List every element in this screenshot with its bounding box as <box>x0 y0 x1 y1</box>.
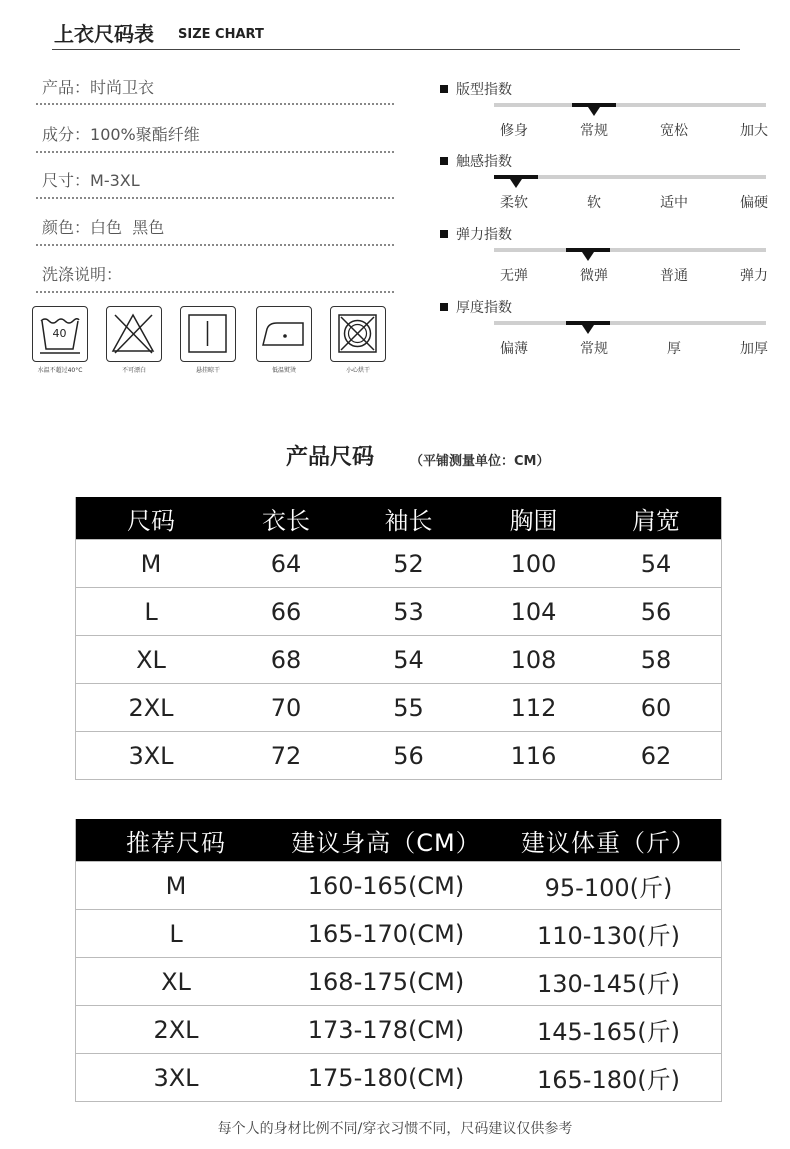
info-size <box>42 168 394 191</box>
index-option: 加大 <box>740 123 768 139</box>
table-cell: 116 <box>510 741 557 770</box>
header-cell: 建议体重（斤） <box>521 828 696 857</box>
wash-item <box>32 306 88 374</box>
table-row <box>76 861 721 909</box>
header-cell: 袖长 <box>384 506 433 535</box>
table-cell: 70 <box>270 693 302 722</box>
table-cell: 62 <box>640 741 672 770</box>
table-cell: 165-170(CM) <box>307 919 465 948</box>
dotted-divider <box>36 151 394 153</box>
index-option: 无弹 <box>500 268 528 284</box>
table-cell: 54 <box>640 549 672 578</box>
index-touch-title <box>440 151 512 171</box>
info-material <box>42 122 394 145</box>
square-bullet-icon <box>440 230 448 238</box>
wash-caption: 小心烘干 <box>345 367 370 374</box>
index-thickness-options <box>474 338 790 358</box>
table-cell: 56 <box>640 597 672 626</box>
table-cell: 108 <box>510 645 557 674</box>
info-value: 100%聚酯纤维 <box>90 125 200 144</box>
wash-item <box>106 306 162 374</box>
index-marker <box>566 321 610 325</box>
info-wash <box>42 262 394 285</box>
info-value: 时尚卫衣 <box>90 78 155 97</box>
index-option: 普通 <box>660 268 688 284</box>
index-option: 宽松 <box>660 123 688 139</box>
index-title-text: 触感指数 <box>456 154 512 170</box>
index-marker <box>494 175 538 179</box>
hand-wash-icon <box>330 306 386 362</box>
table-cell: 145-165(斤) <box>536 1018 680 1046</box>
index-option: 常规 <box>580 123 608 139</box>
dotted-divider <box>36 291 394 293</box>
size-table-header <box>76 497 721 539</box>
table-row <box>76 731 721 779</box>
index-option: 加厚 <box>740 341 768 357</box>
header-cell: 建议身高（CM） <box>291 828 481 857</box>
table-cell: 52 <box>393 549 424 578</box>
index-option: 柔软 <box>500 195 528 211</box>
table-cell: 160-165(CM) <box>307 871 465 900</box>
index-title-text: 厚度指数 <box>456 300 512 316</box>
table-row <box>76 909 721 957</box>
table-cell: 100 <box>510 549 557 578</box>
index-touch-bar <box>494 175 766 179</box>
table-cell: 56 <box>393 741 424 770</box>
table-row <box>76 539 721 587</box>
info-label: 尺寸： <box>42 171 91 190</box>
page-title: 上衣尺码表 <box>54 22 154 46</box>
index-option: 厚 <box>667 341 681 357</box>
header-cell: 衣长 <box>262 506 310 535</box>
wash-item <box>330 306 386 374</box>
table-cell: 3XL <box>128 741 174 770</box>
footnote: 每个人的身材比例不同/穿衣习惯不同，尺码建议仅供参考 <box>217 1121 573 1137</box>
wash-caption: 悬挂晾干 <box>195 367 220 374</box>
table-cell: 3XL <box>153 1063 199 1092</box>
no-bleach-icon <box>106 306 162 362</box>
square-bullet-icon <box>440 303 448 311</box>
header-cell: 胸围 <box>509 506 558 535</box>
info-label: 产品： <box>42 78 91 97</box>
index-stretch-bar <box>494 248 766 252</box>
index-stretch-title <box>440 224 512 244</box>
info-label: 颜色： <box>42 218 91 237</box>
table-row <box>76 635 721 683</box>
wash-caption: 低温熨烫 <box>271 367 296 374</box>
size-table <box>75 497 722 780</box>
index-option: 常规 <box>580 341 608 357</box>
square-bullet-icon <box>440 157 448 165</box>
dotted-divider <box>36 244 394 246</box>
size-section-title: 产品尺码 <box>286 445 375 470</box>
table-cell: 175-180(CM) <box>307 1063 465 1092</box>
table-cell: 130-145(斤) <box>536 970 680 998</box>
table-cell: 68 <box>270 645 302 674</box>
recommend-table <box>75 819 722 1102</box>
low-iron-icon <box>256 306 312 362</box>
info-label: 成分： <box>42 125 91 144</box>
table-cell: M <box>140 549 162 578</box>
table-cell: 72 <box>270 741 302 770</box>
table-cell: 104 <box>510 597 557 626</box>
index-option: 软 <box>587 195 601 211</box>
index-title-text: 弹力指数 <box>456 227 512 243</box>
wash-item <box>180 306 236 374</box>
info-color <box>42 215 394 238</box>
table-cell: 95-100(斤) <box>544 874 673 902</box>
wash-temp: 40 <box>52 327 67 340</box>
size-section-note: （平铺测量单位：CM） <box>410 454 550 469</box>
table-cell: 2XL <box>128 693 174 722</box>
index-option: 修身 <box>500 123 528 139</box>
index-title-text: 版型指数 <box>456 82 512 98</box>
table-cell: 168-175(CM) <box>307 967 465 996</box>
index-fit-title <box>440 79 512 99</box>
table-cell: 2XL <box>153 1015 199 1044</box>
index-option: 偏硬 <box>740 195 768 211</box>
table-cell: M <box>165 871 187 900</box>
header-cell: 推荐尺码 <box>126 828 226 857</box>
index-option: 偏薄 <box>500 341 528 357</box>
table-cell: 66 <box>270 597 302 626</box>
wash-item <box>256 306 312 374</box>
info-label: 洗涤说明： <box>42 265 123 284</box>
square-bullet-icon <box>440 85 448 93</box>
table-row <box>76 683 721 731</box>
table-cell: XL <box>136 645 166 674</box>
table-cell: L <box>144 597 158 626</box>
wash-caption: 不可漂白 <box>121 367 146 374</box>
table-cell: XL <box>161 967 191 996</box>
table-row <box>76 1005 721 1053</box>
table-cell: 110-130(斤) <box>536 922 680 950</box>
header-divider <box>52 49 740 50</box>
recommend-table-header <box>76 819 721 861</box>
hang-dry-icon <box>180 306 236 362</box>
index-stretch-options <box>474 265 790 285</box>
info-value: M-3XL <box>90 171 140 190</box>
header-cell: 肩宽 <box>632 506 680 535</box>
table-cell: 54 <box>393 645 424 674</box>
table-row <box>76 957 721 1005</box>
index-option: 适中 <box>660 195 688 211</box>
index-marker <box>566 248 610 252</box>
table-row <box>76 1053 721 1101</box>
index-touch-options <box>474 192 790 212</box>
index-option: 微弹 <box>580 268 608 284</box>
table-cell: 165-180(斤) <box>536 1066 680 1094</box>
info-product <box>42 75 394 98</box>
index-marker <box>572 103 616 107</box>
table-cell: 112 <box>510 693 557 722</box>
index-thickness-bar <box>494 321 766 325</box>
header-cell: 尺码 <box>127 506 175 535</box>
table-cell: 55 <box>393 693 424 722</box>
table-row <box>76 587 721 635</box>
table-cell: 58 <box>640 645 672 674</box>
table-cell: 64 <box>270 549 302 578</box>
index-fit-options <box>474 120 790 140</box>
info-value: 白色 黑色 <box>90 218 165 237</box>
table-cell: 60 <box>640 693 672 722</box>
table-cell: 53 <box>393 597 424 626</box>
index-fit-bar <box>494 103 766 107</box>
wash-40-icon <box>32 306 88 362</box>
dotted-divider <box>36 103 394 105</box>
index-thickness-title <box>440 297 512 317</box>
wash-caption: 水温不超过40°C <box>37 367 83 374</box>
table-cell: 173-178(CM) <box>307 1015 465 1044</box>
page-subtitle: SIZE CHART <box>178 27 264 42</box>
table-cell: L <box>169 919 183 948</box>
index-option: 弹力 <box>740 268 768 284</box>
dotted-divider <box>36 197 394 199</box>
